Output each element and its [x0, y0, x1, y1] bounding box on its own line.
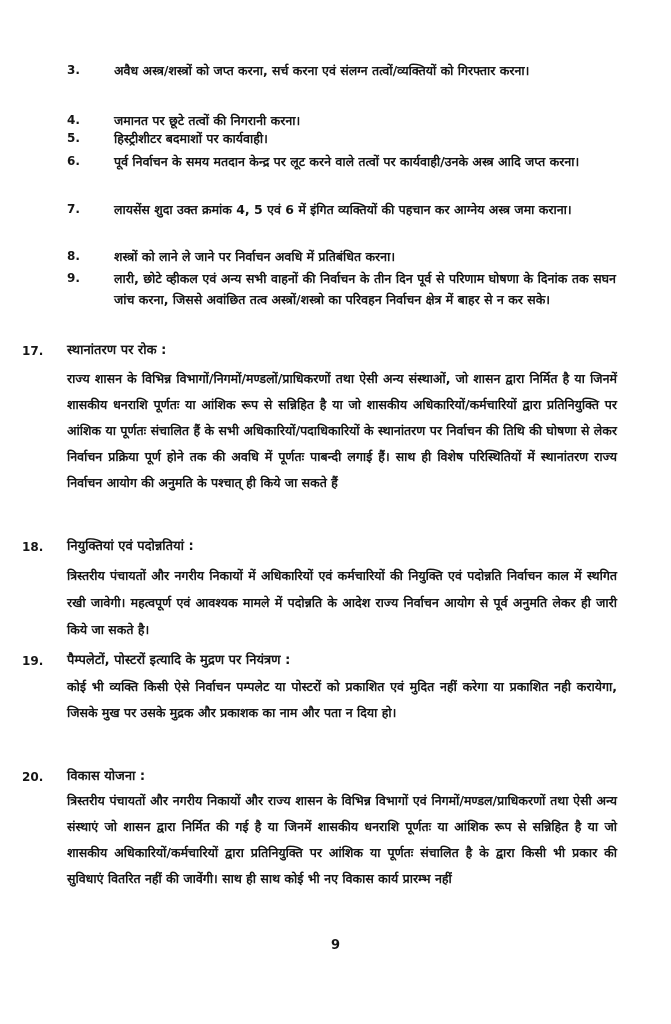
list-item-text: लायसेंस शुदा उक्त क्रमांक 4, 5 एवं 6 में इंगित व्यक्तियों की पहचान कर आग्नेय अस्त्र जमा कराना।	[114, 202, 572, 217]
section-heading: नियुक्तियां एवं पदोन्नतियां :	[67, 539, 194, 554]
section-number: 17.	[22, 344, 44, 358]
list-item-text: लारी, छोटे व्हीकल एवं अन्य सभी वाहनों की निर्वाचन के तीन दिन पूर्व से परिणाम घोषणा के दिनांक तक सघन जांच करना, जिससे अवांछित तत्व अस्त्रों/शस्त्रो का परिवहन निर्वाचन क्षेत्र में बाहर से न कर सके।	[114, 271, 616, 307]
list-item-text: हिस्ट्रीशीटर बदमाशों पर कार्यवाही।	[114, 131, 268, 146]
list-item-number: 8.	[67, 249, 80, 263]
page-number: 9	[330, 938, 341, 953]
section-number: 18.	[22, 540, 44, 554]
list-item-number: 7.	[67, 202, 80, 216]
list-item-text: शस्त्रों को लाने ले जाने पर निर्वाचन अवधि में प्रतिबंधित करना।	[114, 249, 396, 264]
list-item-text: पूर्व निर्वाचन के समय मतदान केन्द्र पर लूट करने वाले तत्वों पर कार्यवाही/उनके अस्त्र आदि जप्त करना।	[114, 154, 580, 169]
list-item-number: 9.	[67, 271, 80, 285]
section-heading: स्थानांतरण पर रोक :	[67, 343, 167, 358]
list-item-number: 5.	[67, 131, 80, 145]
section-body: कोई भी व्यक्ति किसी ऐसे निर्वाचन पम्पलेट या पोस्टरों को प्रकाशित एवं मुदित नहीं करेगा या प्रकाशित नही करायेगा, जिसके मुख पर उसके मुद्रक और प्रकाशक का नाम और पता न दिया हो।	[67, 679, 617, 720]
list-item-text: अवैध अस्त्र/शस्त्रों को जप्त करना, सर्च करना एवं संलग्न तत्वों/व्यक्तियों को गिरफ्तार करना।	[114, 63, 530, 78]
section-body: त्रिस्तरीय पंचायतों और नगरीय निकायों और राज्य शासन के विभिन्न विभागों एवं निगमों/मण्डल/प्राधिकरणों तथा ऐसी अन्य संस्थाएं जो शासन द्वारा निर्मित की गई है या जिनमें शासकीय धनराशि पूर्णतः या आंशिक रूप से सन्निहित है या जो शासकीय अधिकारियों/कर्मचारियों द्वारा प्रतिनियुक्ति पर आंशिक या पूर्णतः संचालित है के द्वारा किसी भी प्रकार की सुविधाएं वितरित नहीं की जावेंगी। साथ ही साथ कोई भी नए विकास कार्य प्रारम्भ नहीं	[67, 793, 617, 886]
section-body: राज्य शासन के विभिन्न विभागों/निगमों/मण्डलों/प्राधिकरणों तथा ऐसी अन्य संस्थाओं, जो शासन द्वारा निर्मित है या जिनमें शासकीय धनराशि पूर्णतः या आंशिक रूप से सन्निहित है या जो शासकीय अधिकारियों/कर्मचारियों द्वारा प्रतिनियुक्ति पर आंशिक या पूर्णतः संचालित हैं के सभी अधिकारियों/पदाधिकारियों के स्थानांतरण पर निर्वाचन की तिथि की घोषणा से लेकर निर्वाचन प्रक्रिया पूर्ण होने तक की अवधि में पूर्णतः पाबन्दी लगाई हैं। साथ ही विशेष परिस्थितियों में स्थानांतरण राज्य निर्वाचन आयोग की अनुमति के पश्चात् ही किये जा सकते हैं	[67, 371, 617, 490]
section-body: त्रिस्तरीय पंचायतों और नगरीय निकायों में अधिकारियों एवं कर्मचारियों की नियुक्ति एवं पदोन्नति निर्वाचन काल में स्थगित रखी जावेगी। महत्वपूर्ण एवं आवश्यक मामले में पदोन्नति के आदेश राज्य निर्वाचन आयोग से पूर्व अनुमति लेकर ही जारी किये जा सकते है।	[67, 568, 617, 637]
list-item-text: जमानत पर छूटे तत्वों की निगरानी करना।	[114, 113, 301, 128]
section-heading: विकास योजना :	[67, 769, 146, 784]
section-number: 19.	[22, 654, 44, 668]
list-item-number: 4.	[67, 113, 80, 127]
list-item-number: 3.	[67, 63, 80, 77]
list-item-number: 6.	[67, 154, 80, 168]
section-number: 20.	[22, 770, 44, 784]
section-heading: पैम्पलेटों, पोस्टरों इत्यादि के मुद्रण पर नियंत्रण :	[67, 653, 291, 668]
